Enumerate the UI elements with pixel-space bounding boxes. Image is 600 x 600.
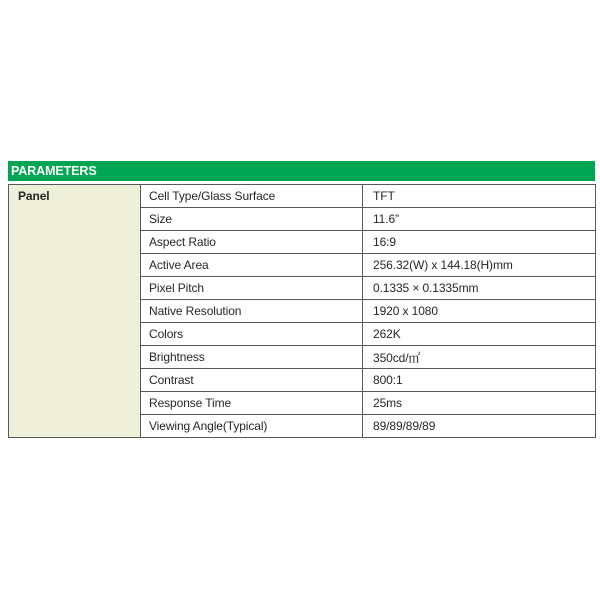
param-name: Pixel Pitch	[141, 277, 363, 300]
param-name: Brightness	[141, 346, 363, 369]
param-name: Native Resolution	[141, 300, 363, 323]
param-value: 1920 x 1080	[363, 300, 596, 323]
param-value: 350cd/㎡	[363, 346, 596, 369]
param-name: Size	[141, 208, 363, 231]
param-value: 25ms	[363, 392, 596, 415]
group-cell-panel: Panel	[9, 185, 141, 438]
param-value: 89/89/89/89	[363, 415, 596, 438]
param-name: Colors	[141, 323, 363, 346]
param-name: Contrast	[141, 369, 363, 392]
param-value: 262K	[363, 323, 596, 346]
param-value: 256.32(W) x 144.18(H)mm	[363, 254, 596, 277]
parameters-table	[8, 184, 596, 438]
param-value: TFT	[363, 185, 596, 208]
param-name: Cell Type/Glass Surface	[141, 185, 363, 208]
param-value: 11.6”	[363, 208, 596, 231]
param-name: Response Time	[141, 392, 363, 415]
parameters-section	[8, 161, 595, 438]
param-name: Viewing Angle(Typical)	[141, 415, 363, 438]
param-name: Aspect Ratio	[141, 231, 363, 254]
param-value: 16:9	[363, 231, 596, 254]
param-name: Active Area	[141, 254, 363, 277]
param-value: 0.1335 × 0.1335mm	[363, 277, 596, 300]
table-row	[9, 185, 596, 208]
parameters-section-header: PARAMETERS	[8, 161, 595, 181]
table-body	[9, 185, 596, 438]
param-value: 800:1	[363, 369, 596, 392]
